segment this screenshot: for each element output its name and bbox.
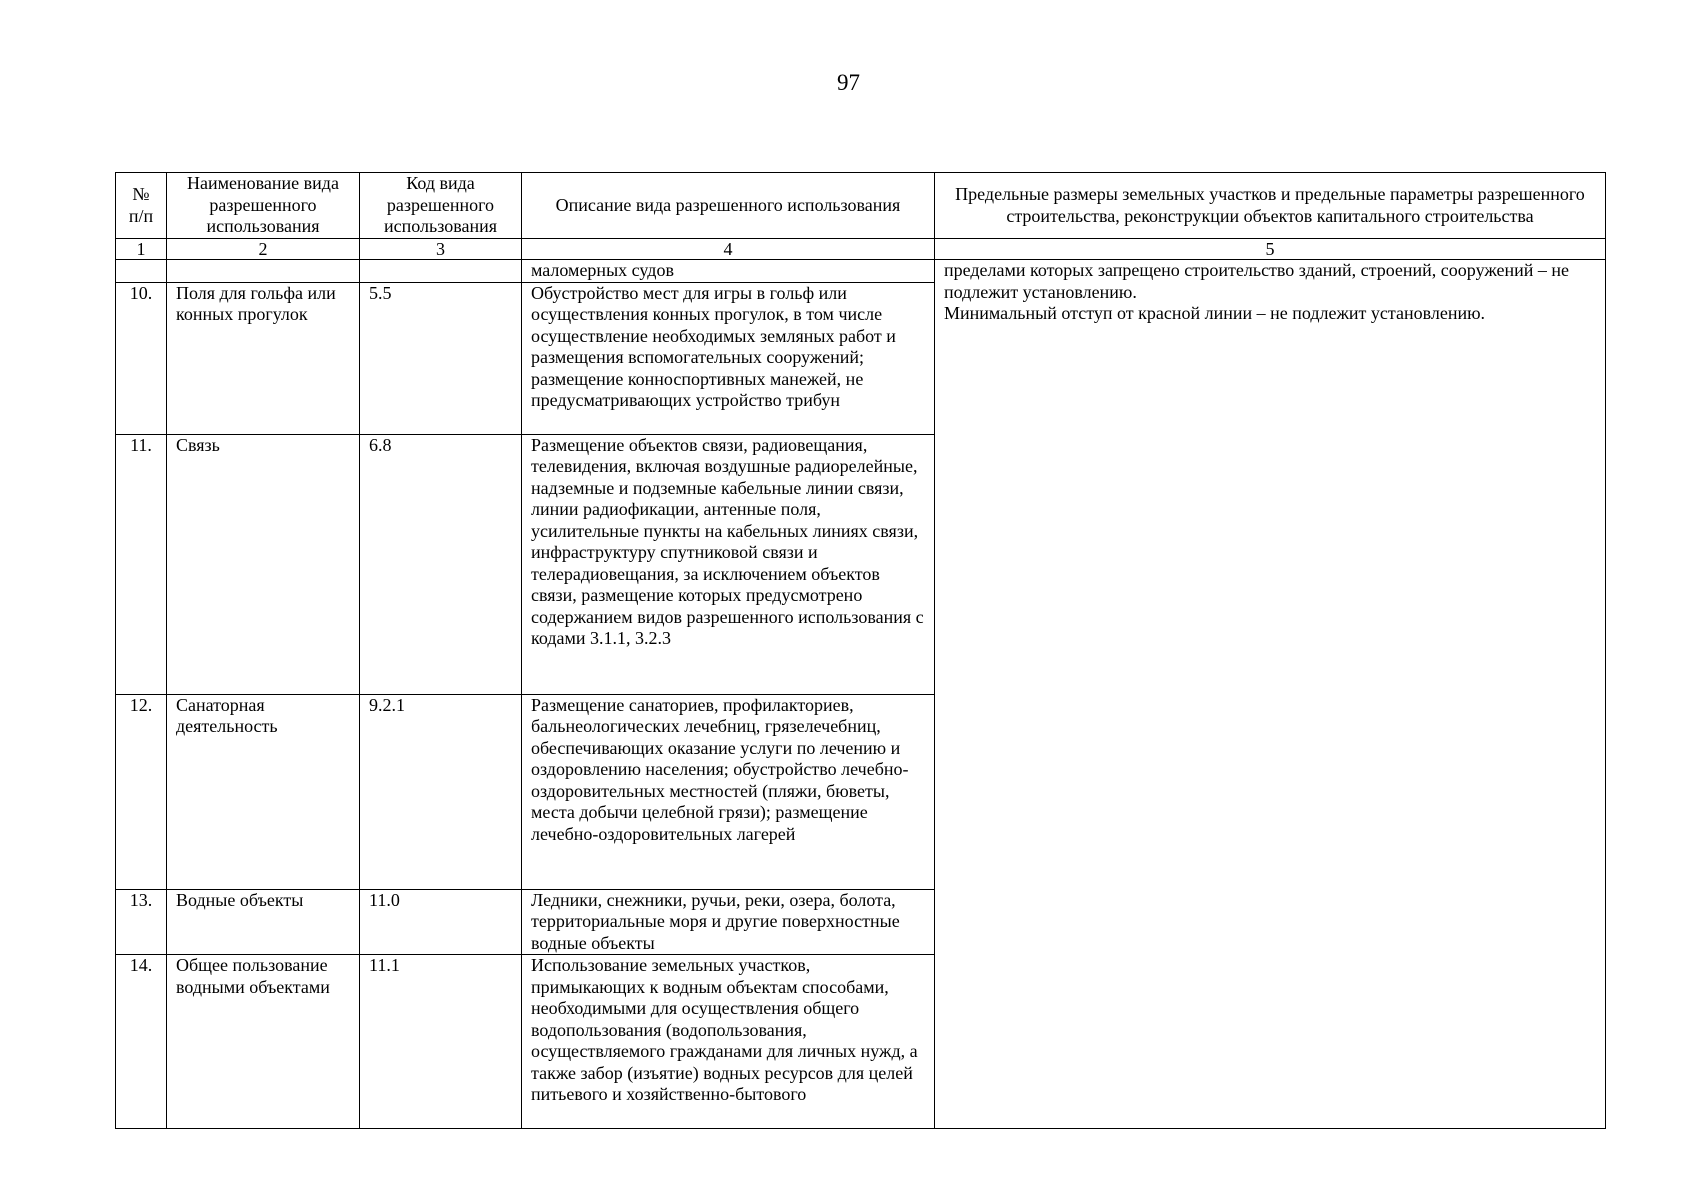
- use-name-cell: [167, 260, 360, 283]
- use-name-cell: Санаторная деятельность: [167, 694, 360, 889]
- use-description-cell: Обустройство мест для игры в гольф или осуществления конных прогулок, в том числе осуществление необходимых земляных работ и размещения вспомогательных сооружений; размещение конноспортивных манежей, не предусматривающих устройство трибун: [522, 282, 935, 434]
- row-number-cell: 13.: [116, 889, 167, 955]
- column-number: 1: [116, 239, 167, 260]
- header-use-code: Код вида разрешенного использования: [360, 173, 522, 239]
- use-name-cell: Общее пользование водными объектами: [167, 955, 360, 1129]
- header-row-number: № п/п: [116, 173, 167, 239]
- row-number-cell: 10.: [116, 282, 167, 434]
- use-code-cell: 9.2.1: [360, 694, 522, 889]
- page-number: 97: [837, 70, 860, 95]
- limit-parameters-cell: пределами которых запрещено строительство зданий, строений, сооружений – не подлежит установлению. Минимальный отступ от красной линии – не подлежит установлению.: [935, 260, 1606, 1129]
- permitted-use-table: [115, 172, 1606, 1129]
- row-number-cell: [116, 260, 167, 283]
- use-description-cell: Использование земельных участков, примыкающих к водным объектам способами, необходимыми для осуществления общего водопользования (водопользования, осуществляемого гражданами для личных нужд, а также забор (изъятие) водных ресурсов для целей питьевого и хозяйственно-бытового: [522, 955, 935, 1129]
- use-code-cell: 11.1: [360, 955, 522, 1129]
- use-code-cell: 6.8: [360, 434, 522, 694]
- use-name-cell: Поля для гольфа или конных прогулок: [167, 282, 360, 434]
- column-number: 4: [522, 239, 935, 260]
- use-description-cell: Размещение объектов связи, радиовещания, телевидения, включая воздушные радиорелейные, надземные и подземные кабельные линии связи, линии радиофикации, антенные поля, усилительные пункты на кабельных линиях связи, инфраструктуру спутниковой связи и телерадиовещания, за исключением объектов связи, размещение которых предусмотрено содержанием видов разрешенного использования с кодами 3.1.1, 3.2.3: [522, 434, 935, 694]
- use-description-cell: маломерных судов: [522, 260, 935, 283]
- column-number: 5: [935, 239, 1606, 260]
- row-number-cell: 14.: [116, 955, 167, 1129]
- header-use-name: Наименование вида разрешенного использования: [167, 173, 360, 239]
- table-body: [116, 260, 1606, 1129]
- use-name-cell: Связь: [167, 434, 360, 694]
- row-number-cell: 12.: [116, 694, 167, 889]
- use-name-cell: Водные объекты: [167, 889, 360, 955]
- header-use-description: Описание вида разрешенного использования: [522, 173, 935, 239]
- use-code-cell: [360, 260, 522, 283]
- use-description-cell: Ледники, снежники, ручьи, реки, озера, болота, территориальные моря и другие поверхностные водные объекты: [522, 889, 935, 955]
- column-number: 2: [167, 239, 360, 260]
- table-header: [116, 173, 1606, 260]
- row-number-cell: 11.: [116, 434, 167, 694]
- use-code-cell: 5.5: [360, 282, 522, 434]
- use-description-cell: Размещение санаториев, профилакториев, бальнеологических лечебниц, грязелечебниц, обеспечивающих оказание услуги по лечению и оздоровлению населения; обустройство лечебно-оздоровительных местностей (пляжи, бюветы, места добычи целебной грязи); размещение лечебно-оздоровительных лагерей: [522, 694, 935, 889]
- column-number-row: [116, 239, 1606, 260]
- header-limit-parameters: Предельные размеры земельных участков и предельные параметры разрешенного строительства, реконструкции объектов капитального строительства: [935, 173, 1606, 239]
- use-code-cell: 11.0: [360, 889, 522, 955]
- column-number: 3: [360, 239, 522, 260]
- continuation-row: [116, 260, 1606, 283]
